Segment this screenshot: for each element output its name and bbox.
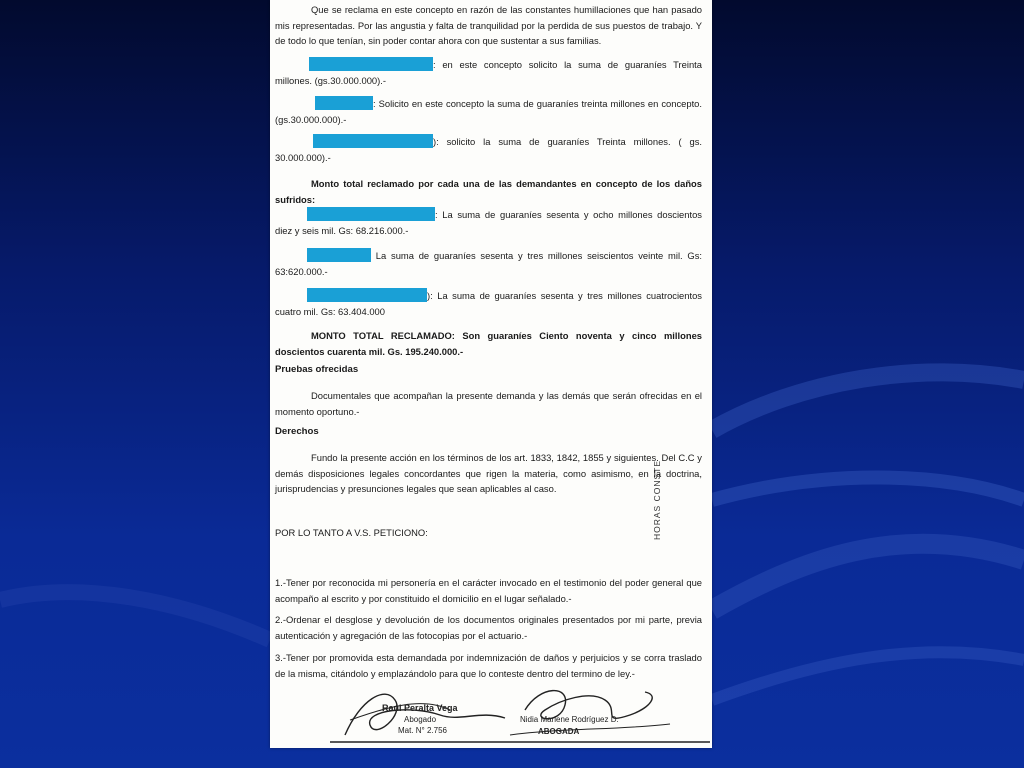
paragraph-amount-2 <box>275 248 702 279</box>
claim-3-text: ): solicito la suma de guaraníes Treinta millones. ( gs. 30.000.000).- <box>275 136 702 163</box>
paragraph-amount-3 <box>275 288 702 319</box>
signature-title-1: Abogado <box>404 715 437 724</box>
paragraph-humiliation: Que se reclama en este concepto en razón de las constantes humillaciones que han pasado mis representadas. Por las angustia y falta de tranquilidad por la perdida de sus puestos de trabajo. Y de todo lo que tenían, sin poder contar ahora con que sustentar a sus familias. <box>275 4 702 46</box>
redaction-bar <box>315 96 373 110</box>
heading-peticiono: POR LO TANTO A V.S. PETICIONO: <box>275 527 428 538</box>
amount-1-text: : La suma de guaraníes sesenta y ocho millones doscientos diez y seis mil. Gs: 68.216.000.- <box>275 209 702 236</box>
signature-name-2: Nidia Marlene Rodríguez D. <box>520 715 619 724</box>
paragraph-grand-total: MONTO TOTAL RECLAMADO: Son guaraníes Ciento noventa y cinco millones doscientos cuarenta mil. Gs. 195.240.000.- <box>275 330 702 357</box>
petition-item-1: 1.-Tener por reconocida mi personería en el carácter invocado en el testimonio del poder general que acompaño al escrito y por constituido el domicilio en el lugar señalado.- <box>275 577 702 604</box>
paragraph-claim-3 <box>275 134 702 165</box>
petition-item-3: 3.-Tener por promovida esta demandada por indemnización de daños y perjuicios y se corra traslado de la misma, citándolo y emplazándolo para que lo conteste dentro del termino de ley.- <box>275 652 702 679</box>
paragraph-pruebas: Documentales que acompañan la presente demanda y las demás que serán ofrecidas en el momento oportuno.- <box>275 390 702 417</box>
signatures <box>330 680 710 748</box>
claim-2-text: : Solicito en este concepto la suma de guaraníes treinta millones en concepto. (gs.30.000.000).- <box>275 98 702 125</box>
redaction-bar <box>309 57 433 71</box>
signature-title-2: ABOGADA <box>538 727 580 736</box>
amount-3-text: ): La suma de guaraníes sesenta y tres millones cuatrocientos cuatro mil. Gs: 63.404.000 <box>275 290 702 317</box>
redaction-bar <box>307 248 371 262</box>
paragraph-claim-1 <box>275 57 702 88</box>
redaction-bar <box>307 207 435 221</box>
paragraph-derechos: Fundo la presente acción en los términos de los art. 1833, 1842, 1855 y siguientes. Del C.C y demás disposiciones legales concordantes que rigen la materia, como asimismo, en la doctrina, jurisprudencias y presunciones legales que sean aplicables al caso. <box>275 452 702 494</box>
vertical-stamp-text: HORAS CONSTE <box>652 459 662 540</box>
claim-1-text: : en este concepto solicito la suma de guaraníes Treinta millones. (gs.30.000.000).- <box>275 59 702 86</box>
heading-pruebas: Pruebas ofrecidas <box>275 364 359 375</box>
redaction-bar <box>313 134 433 148</box>
paragraph-amount-1 <box>275 207 702 238</box>
redaction-bar <box>307 288 427 302</box>
signature-mat-1: Mat. N° 2.756 <box>398 726 447 735</box>
paragraph-total-intro: Monto total reclamado por cada una de las demandantes en concepto de los daños sufridos: <box>275 178 702 205</box>
heading-derechos: Derechos <box>275 426 319 437</box>
petition-item-2: 2.-Ordenar el desglose y devolución de los documentos originales presentados por mi parte, previa autenticación y agregación de las fotocopias por el actuario.- <box>275 614 702 641</box>
legal-document-page <box>270 0 712 748</box>
paragraph-claim-2 <box>275 96 702 127</box>
signature-name-1: Raúl Peralta Vega <box>382 703 458 713</box>
amount-2-text: La suma de guaraníes sesenta y tres millones seiscientos veinte mil. Gs: 63:620.000.- <box>275 250 702 277</box>
